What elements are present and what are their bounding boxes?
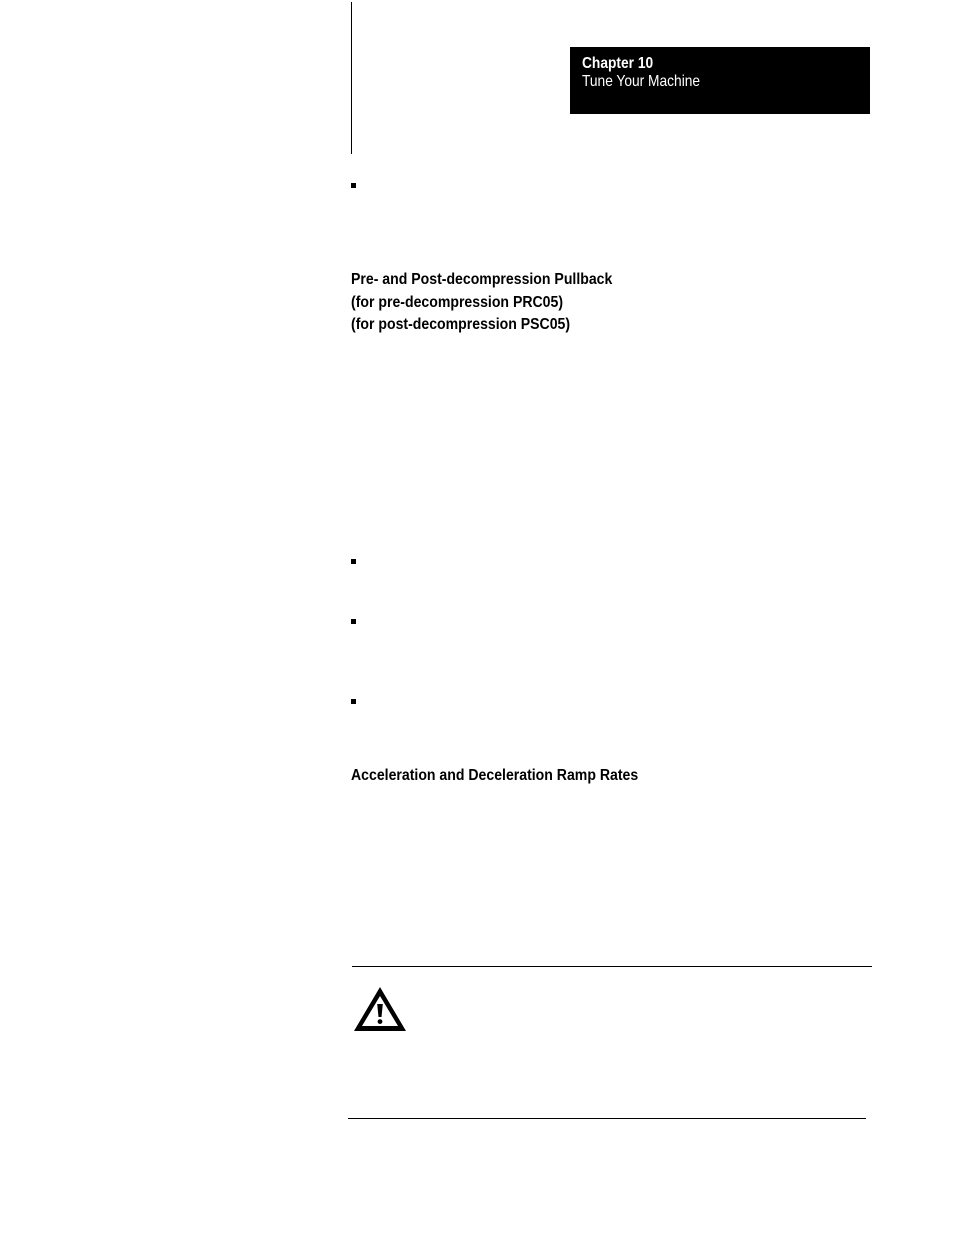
pullback-heading-line-2: (for pre-decompression PRC05) xyxy=(351,293,564,311)
chapter-label: Chapter 10 xyxy=(582,55,654,72)
page-bottom-rule xyxy=(348,1118,866,1119)
chapter-title: Tune Your Machine xyxy=(582,73,701,90)
warning-top-rule xyxy=(352,966,872,967)
pullback-heading xyxy=(351,269,612,337)
pullback-heading-line-3: (for post-decompression PSC05) xyxy=(351,316,571,333)
warning-triangle-icon xyxy=(352,984,408,1034)
bullet-marker xyxy=(351,559,356,564)
ramp-rates-heading xyxy=(351,765,638,788)
chapter-header-box xyxy=(570,47,870,114)
ramp-rates-heading-text: Acceleration and Deceleration Ramp Rates xyxy=(351,767,639,784)
bullet-marker xyxy=(351,183,356,188)
bullet-marker xyxy=(351,699,356,704)
pullback-heading-line-1: Pre- and Post-decompression Pullback xyxy=(351,271,613,288)
margin-vertical-rule xyxy=(351,2,352,154)
bullet-marker xyxy=(351,619,356,624)
